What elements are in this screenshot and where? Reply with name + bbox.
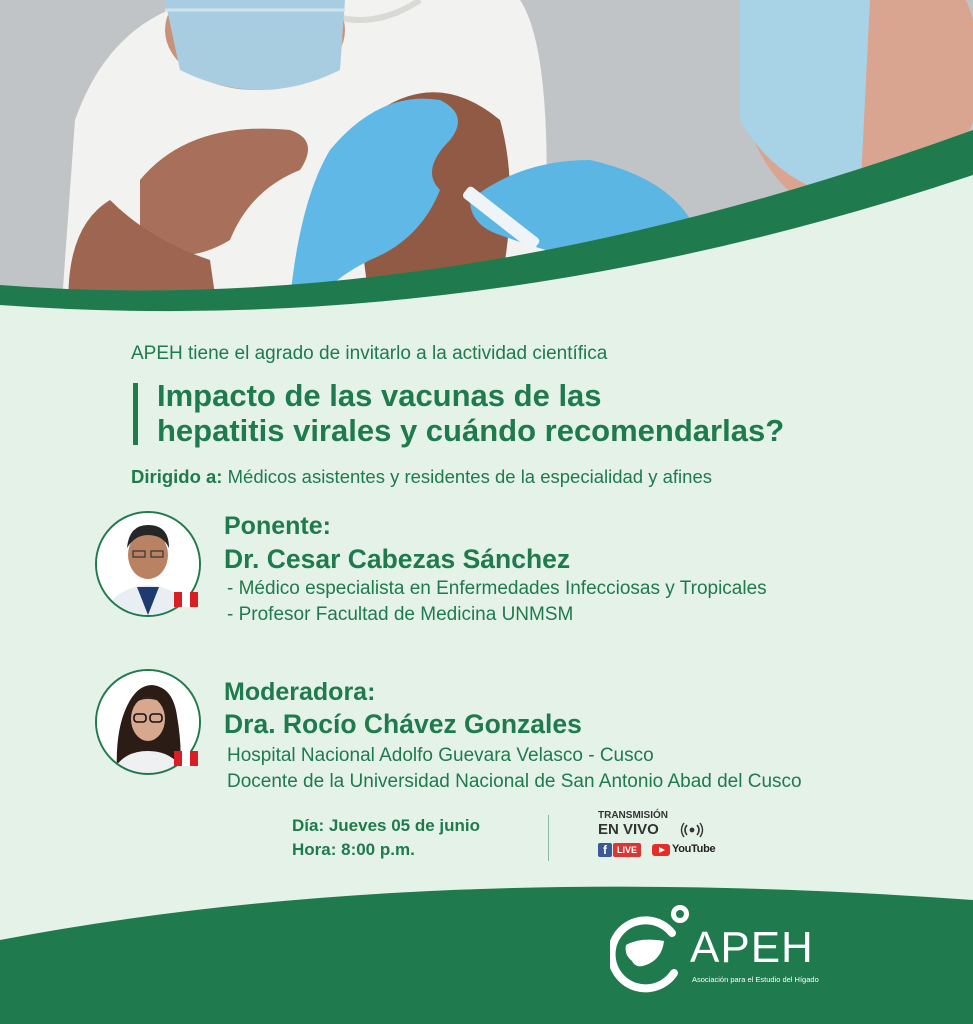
hero-vaccination-photo [0, 0, 973, 330]
apeh-logo [610, 903, 830, 998]
event-title-line-1: Impacto de las vacunas de las [157, 378, 602, 413]
peru-flag-icon [174, 592, 198, 607]
logo-subtitle: Asociación para el Estudio del Hígado [692, 975, 819, 984]
logo-name: APEH [690, 923, 814, 972]
moderator-name: Dra. Rocío Chávez Gonzales [224, 709, 582, 739]
speaker-detail-1: - Médico especialista en Enfermedades Infecciosas y Tropicales [227, 578, 767, 599]
radio-broadcast-icon [680, 822, 704, 838]
live-label-small: TRANSMISIÓN [598, 810, 668, 821]
audience-text: Médicos asistentes y residentes de la especialidad y afines [227, 466, 712, 487]
moderator-role: Moderadora: [224, 678, 376, 706]
live-stream-info [598, 810, 718, 862]
facebook-live-label: LIVE [613, 843, 641, 857]
youtube-label: YouTube [672, 843, 716, 855]
intro-text: APEH tiene el agrado de invitarlo a la actividad científica [131, 343, 608, 364]
speaker-name: Dr. Cesar Cabezas Sánchez [224, 544, 571, 574]
youtube-badge[interactable] [652, 843, 714, 857]
event-title [157, 378, 784, 448]
moderator-detail-2: Docente de la Universidad Nacional de San Antonio Abad del Cusco [227, 771, 802, 792]
event-time: Hora: 8:00 p.m. [292, 840, 415, 859]
peru-flag-icon [174, 751, 198, 766]
audience-line [131, 466, 712, 488]
live-label-big: EN VIVO [598, 821, 659, 838]
schedule-divider [548, 815, 549, 861]
audience-label: Dirigido a: [131, 466, 223, 487]
speaker-detail-2: - Profesor Facultad de Medicina UNMSM [227, 604, 574, 625]
youtube-icon [652, 844, 670, 856]
event-day: Día: Jueves 05 de junio [292, 816, 481, 835]
liver-logo-icon [610, 903, 690, 998]
event-title-line-2: hepatitis virales y cuándo recomendarlas? [157, 413, 785, 448]
moderator-detail-1: Hospital Nacional Adolfo Guevara Velasco - Cusco [227, 745, 654, 766]
speaker-role: Ponente: [224, 512, 331, 540]
title-accent-bar [133, 383, 138, 445]
facebook-icon: f [598, 843, 612, 857]
facebook-live-badge[interactable] [598, 843, 641, 857]
